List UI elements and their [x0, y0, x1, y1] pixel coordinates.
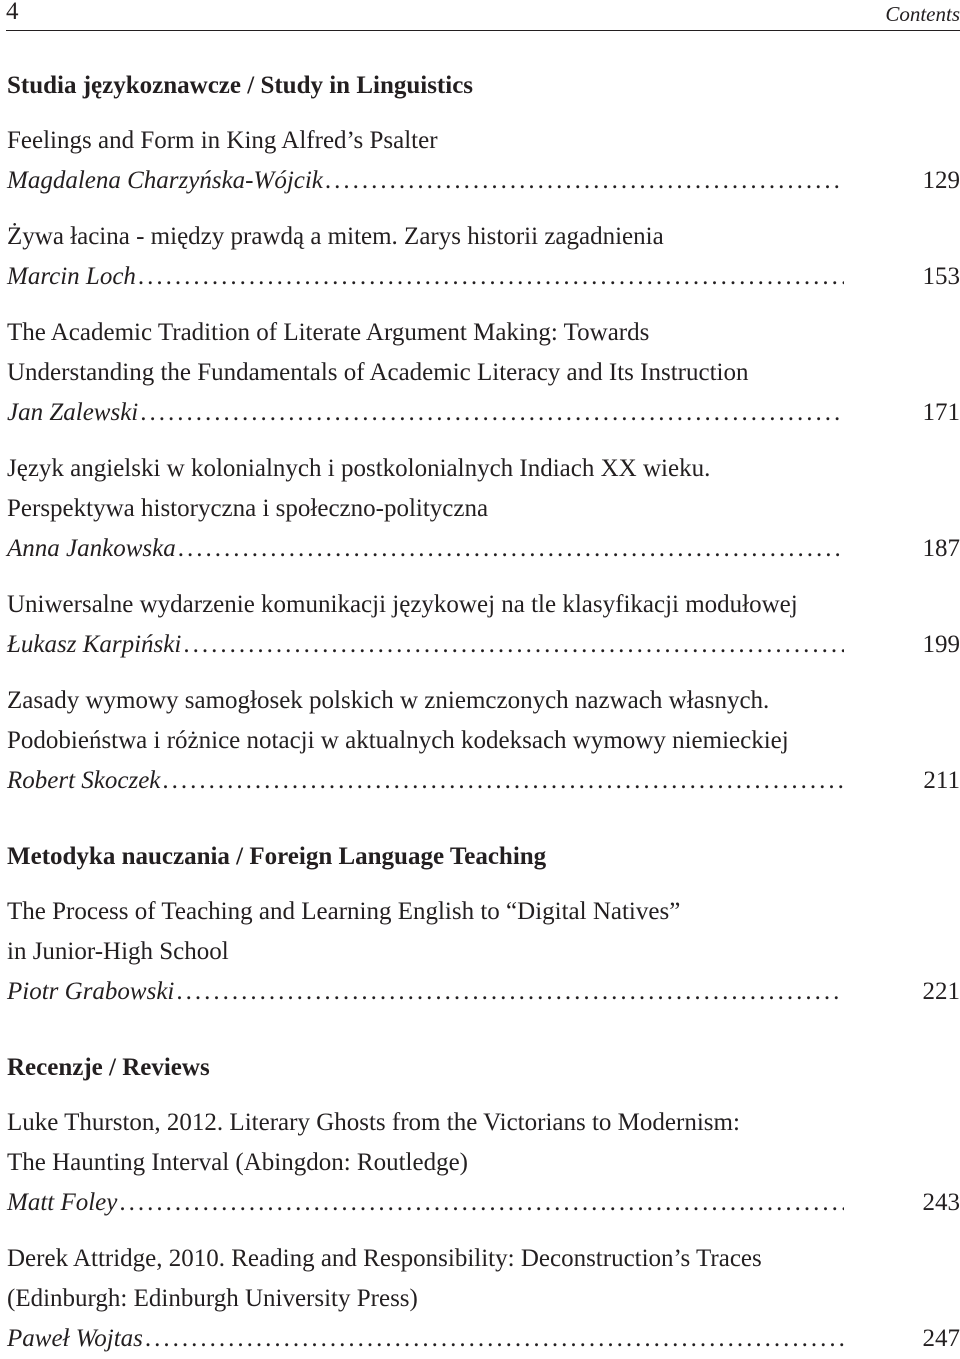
author-name: Magdalena Charzyńska-Wójcik [7, 167, 323, 194]
entry-title-line: Żywa łacina - między prawdą a mitem. Zarys historii zagadnienia [7, 223, 664, 250]
author-name: Robert Skoczek [7, 767, 161, 794]
author-row [7, 1183, 960, 1223]
entry-title-line: Luke Thurston, 2012. Literary Ghosts from the Victorians to Modernism: [7, 1109, 740, 1136]
author-name: Piotr Grabowski [7, 978, 175, 1005]
author-row [7, 972, 960, 1012]
running-title: Contents [885, 2, 960, 26]
dot-leader [162, 761, 844, 801]
entry-title-line: Zasady wymowy samogłosek polskich w zniemczonych nazwach własnych. [7, 687, 770, 714]
dot-leader [140, 393, 844, 433]
author-name: Anna Jankowska [7, 535, 176, 562]
heading-spacer [7, 1088, 960, 1103]
dot-leader [176, 972, 844, 1012]
page-reference: 129 [922, 167, 960, 194]
author-row [7, 625, 960, 665]
section-heading: Metodyka nauczania / Foreign Language Teaching [7, 843, 547, 870]
entry-title-line: Perspektywa historyczna i społeczno-polityczna [7, 495, 489, 522]
entry-spacer [7, 297, 960, 313]
toc-entry [7, 585, 960, 665]
author-row [7, 761, 960, 801]
toc-section [7, 66, 960, 801]
page-reference: 243 [922, 1189, 960, 1216]
toc-entry [7, 892, 960, 1012]
author-row [7, 529, 960, 569]
section-spacer [7, 801, 960, 837]
toc-entry [7, 1239, 960, 1359]
author-name: Jan Zalewski [7, 399, 139, 426]
entry-title-line: Podobieństwa i różnice notacji w aktualnych kodeksach wymowy niemieckiej [7, 727, 789, 754]
toc-entry [7, 313, 960, 433]
toc-entry [7, 1103, 960, 1223]
entry-spacer [7, 665, 960, 681]
toc-entry [7, 121, 960, 201]
entry-spacer [7, 433, 960, 449]
entry-title-line: The Academic Tradition of Literate Argument Making: Towards [7, 319, 650, 346]
author-name: Matt Foley [7, 1189, 118, 1216]
entry-title-line: The Haunting Interval (Abingdon: Routledge) [7, 1149, 468, 1176]
entry-title-line: Derek Attridge, 2010. Reading and Responsibility: Deconstruction’s Traces [7, 1245, 762, 1272]
page-reference: 153 [922, 263, 960, 290]
section-heading: Recenzje / Reviews [7, 1054, 210, 1081]
dot-leader [145, 1319, 844, 1359]
entry-title-line: Understanding the Fundamentals of Academic Literacy and Its Instruction [7, 359, 749, 386]
entry-title-line: in Junior-High School [7, 938, 229, 965]
entry-title-line: (Edinburgh: Edinburgh University Press) [7, 1285, 418, 1312]
entry-spacer [7, 1223, 960, 1239]
entry-spacer [7, 569, 960, 585]
toc-section [7, 1048, 960, 1359]
page-reference: 187 [922, 535, 960, 562]
page-number: 4 [6, 0, 19, 25]
toc-entry [7, 681, 960, 801]
dot-leader [138, 257, 844, 297]
toc-section [7, 837, 960, 1012]
author-row [7, 1319, 960, 1359]
section-spacer [7, 1012, 960, 1048]
author-name: Paweł Wojtas [7, 1325, 143, 1352]
dot-leader [325, 161, 844, 201]
page-reference: 199 [922, 631, 960, 658]
entry-spacer [7, 201, 960, 217]
dot-leader [119, 1183, 844, 1223]
page-reference: 221 [922, 978, 960, 1005]
author-name: Łukasz Karpiński [7, 631, 182, 658]
author-row [7, 257, 960, 297]
entry-title-line: Język angielski w kolonialnych i postkolonialnych Indiach XX wieku. [7, 455, 711, 482]
entry-title-line: Feelings and Form in King Alfred’s Psalter [7, 127, 438, 154]
author-row [7, 161, 960, 201]
toc-entry [7, 449, 960, 569]
heading-spacer [7, 877, 960, 892]
dot-leader [178, 529, 844, 569]
heading-spacer [7, 106, 960, 121]
entry-title-line: Uniwersalne wydarzenie komunikacji językowej na tle klasyfikacji modułowej [7, 591, 798, 618]
dot-leader [183, 625, 844, 665]
section-heading: Studia językoznawcze / Study in Linguistics [7, 72, 474, 99]
page-reference: 211 [923, 767, 960, 794]
entry-title-line: The Process of Teaching and Learning English to “Digital Natives” [7, 898, 681, 925]
author-row [7, 393, 960, 433]
page-reference: 247 [922, 1325, 960, 1352]
page-reference: 171 [922, 399, 960, 426]
author-name: Marcin Loch [7, 263, 136, 290]
toc-entry [7, 217, 960, 297]
page-header [6, 0, 960, 31]
table-of-contents [7, 66, 960, 1359]
